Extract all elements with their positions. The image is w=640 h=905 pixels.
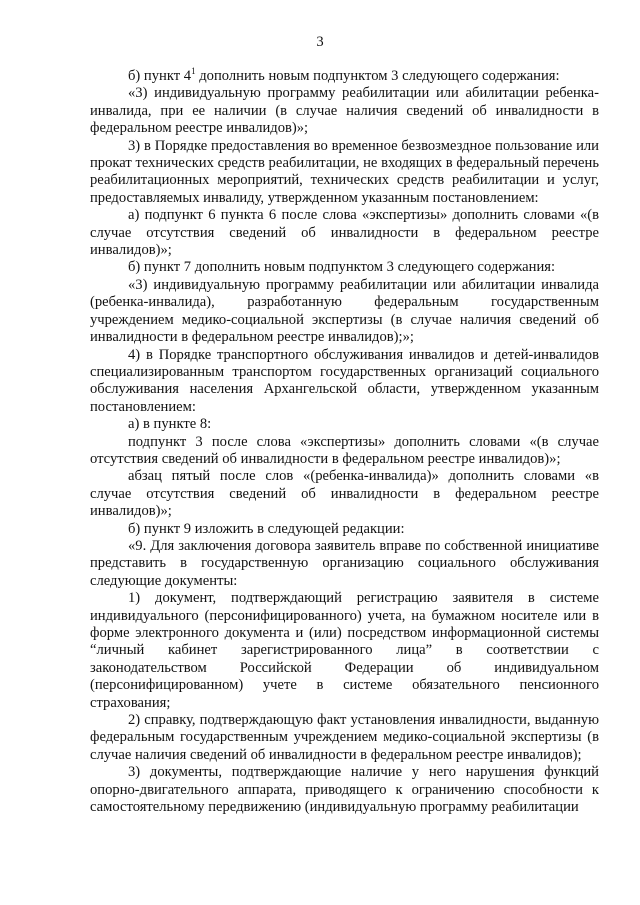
paragraph: абзац пятый после слов «(ребенка-инвалида)» дополнить словами «в случае отсутствия сведений об инвалидности в федеральном реестре инвалидов)»; xyxy=(90,468,599,520)
superscript-index: 1 xyxy=(191,66,196,76)
paragraph-item-b-point-4-1 xyxy=(90,68,599,85)
paragraph: б) пункт 7 дополнить новым подпунктом 3 следующего содержания: xyxy=(128,259,556,276)
paragraph: 3) в Порядке предоставления во временное безвозмездное пользование или прокат технических средств реабилитации, не входящих в федеральный перечень реабилитационных мероприятий, технических средств реабилитации и услуг, предоставляемых инвалиду, утвержденном указанным постановлением: xyxy=(90,137,599,206)
page-number: 3 xyxy=(316,34,324,50)
paragraph: «9. Для заключения договора заявитель вправе по собственной инициативе представить в государственную организацию социального обслуживания следующие документы: xyxy=(90,537,599,589)
paragraph: «3) индивидуальную программу реабилитации или абилитации ребенка-инвалида, при ее наличии (в случае наличия сведений об инвалидности в федеральном реестре инвалидов)»; xyxy=(90,85,599,137)
paragraph: 1) документ, подтверждающий регистрацию заявителя в системе индивидуального (персонифицированного) учета, на бумажном носителе или в форме электронного документа и (или) посредством информационной системы “личный кабинет зарегистрированного лица” в соответствии с законодательством Российской Федерации об индивидуальном (персонифицированном) учете в системе обязательного пенсионного страхования; xyxy=(90,590,599,711)
paragraph: а) подпункт 6 пункта 6 после слова «экспертизы» дополнить словами «(в случае отсутствия сведений об инвалидности в федеральном реестре инвалидов)»; xyxy=(90,207,599,259)
paragraph: 3) документы, подтверждающие наличие у него нарушения функций опорно-двигательного аппарата, приводящего к ограничению способности к самостоятельному передвижению (индивидуальную программу реабилитации xyxy=(90,764,599,816)
paragraph-text-prefix: б) пункт 4 xyxy=(128,68,192,84)
paragraph: а) в пункте 8: xyxy=(128,416,212,433)
paragraph: «3) индивидуальную программу реабилитации или абилитации инвалида (ребенка-инвалида), разработанную федеральным государственным учреждением медико-социальной экспертизы (в случае наличия сведений об инвалидности в федеральном реестре инвалидов);»; xyxy=(90,276,599,346)
paragraph: 4) в Порядке транспортного обслуживания инвалидов и детей-инвалидов специализированным транспортом государственных организаций социального обслуживания населения Архангельской области, утвержденном указанным постановлением: xyxy=(90,346,599,415)
paragraph: подпункт 3 после слова «экспертизы» дополнить словами «(в случае отсутствия сведений об инвалидности в федеральном реестре инвалидов)»; xyxy=(90,433,599,467)
paragraph: б) пункт 9 изложить в следующей редакции: xyxy=(128,520,405,537)
paragraph-text-suffix: дополнить новым подпунктом 3 следующего содержания: xyxy=(195,68,560,84)
paragraph: 2) справку, подтверждающую факт установления инвалидности, выданную федеральным государственным учреждением медико-социальной экспертизы (в случае наличия сведений об инвалидности в федеральном реестре инвалидов); xyxy=(90,712,599,763)
document-body xyxy=(90,68,599,816)
